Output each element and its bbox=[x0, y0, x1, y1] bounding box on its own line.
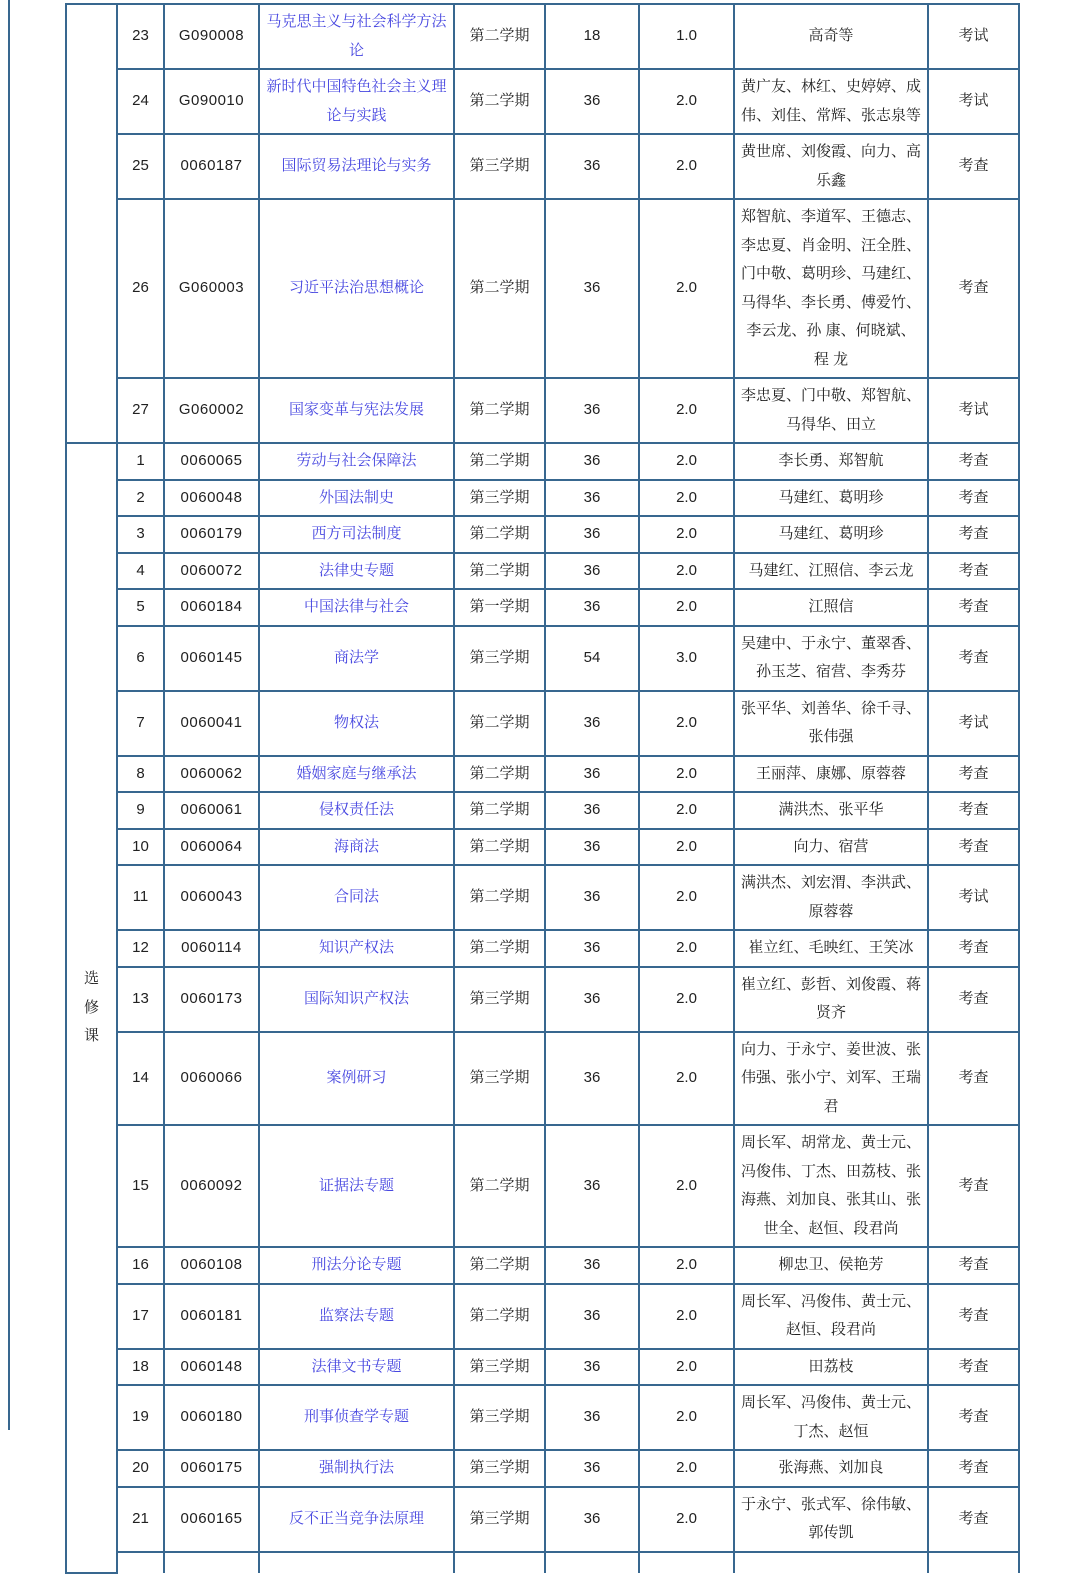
teachers-cell: 周长军、冯俊伟、黄士元、丁杰、赵恒 bbox=[734, 1385, 928, 1450]
course-name-link[interactable]: 案例研习 bbox=[259, 1032, 454, 1126]
exam-type-cell: 考查 bbox=[928, 626, 1019, 691]
teachers-cell: 郑智航、李道军、王德志、李忠夏、肖金明、汪全胜、门中敬、葛明珍、马建红、马得华、李长勇、傅爱竹、李云龙、孙 康、何晓斌、程 龙 bbox=[734, 199, 928, 378]
table-row bbox=[66, 378, 1019, 443]
hours-cell: 54 bbox=[545, 626, 639, 691]
exam-type-cell: 考查 bbox=[928, 930, 1019, 967]
row-number-cell: 18 bbox=[117, 1349, 164, 1386]
hours-cell: 36 bbox=[545, 589, 639, 626]
course-name-link[interactable]: 国际知识产权法 bbox=[259, 967, 454, 1032]
teachers-cell: 向力、宿营 bbox=[734, 829, 928, 866]
credits-cell: 2.0 bbox=[639, 1032, 734, 1126]
table-row bbox=[66, 1349, 1019, 1386]
course-code-cell: G090008 bbox=[164, 4, 259, 69]
semester-cell: 第二学期 bbox=[454, 865, 545, 930]
row-number-cell: 11 bbox=[117, 865, 164, 930]
hours-cell: 36 bbox=[545, 865, 639, 930]
hours-cell: 36 bbox=[545, 691, 639, 756]
hours-cell: 36 bbox=[545, 1032, 639, 1126]
course-code-cell: 0060041 bbox=[164, 691, 259, 756]
row-number-cell: 17 bbox=[117, 1284, 164, 1349]
outer-table-left-border bbox=[8, 0, 10, 1430]
exam-type-cell: 考查 bbox=[928, 756, 1019, 793]
semester-cell: 第三学期 bbox=[454, 1487, 545, 1552]
row-number-cell: 4 bbox=[117, 553, 164, 590]
credits-cell: 2.0 bbox=[639, 553, 734, 590]
row-number-cell: 23 bbox=[117, 4, 164, 69]
course-code-cell: 0060181 bbox=[164, 1284, 259, 1349]
exam-type-cell: 考查 bbox=[928, 829, 1019, 866]
category-cell: 选 修 课 bbox=[66, 443, 117, 1573]
exam-type-cell: 考试 bbox=[928, 4, 1019, 69]
course-code-cell: 0060165 bbox=[164, 1487, 259, 1552]
course-name-link[interactable]: 知识产权法 bbox=[259, 930, 454, 967]
row-number-cell: 12 bbox=[117, 930, 164, 967]
teachers-cell: 柳忠卫、侯艳芳 bbox=[734, 1247, 928, 1284]
course-code-cell: 0060072 bbox=[164, 553, 259, 590]
course-code-cell: 0060043 bbox=[164, 865, 259, 930]
course-name-link[interactable]: 新时代中国特色社会主义理论与实践 bbox=[259, 69, 454, 134]
course-code-cell: 0060187 bbox=[164, 134, 259, 199]
exam-type-cell: 考试 bbox=[928, 378, 1019, 443]
course-name-link[interactable]: 中国法律与社会 bbox=[259, 589, 454, 626]
semester-cell: 第三学期 bbox=[454, 1349, 545, 1386]
course-code-cell: G060002 bbox=[164, 378, 259, 443]
exam-type-cell: 考查 bbox=[928, 1284, 1019, 1349]
teachers-cell: 满洪杰、刘宏渭、李洪武、原蓉蓉 bbox=[734, 865, 928, 930]
semester-cell: 第二学期 bbox=[454, 553, 545, 590]
hours-cell: 36 bbox=[545, 967, 639, 1032]
credits-cell: 2.0 bbox=[639, 1450, 734, 1487]
credits-cell: 2.0 bbox=[639, 829, 734, 866]
course-code-cell: 0060048 bbox=[164, 480, 259, 517]
course-name-link[interactable]: 海商法 bbox=[259, 829, 454, 866]
table-row bbox=[66, 1247, 1019, 1284]
credits-cell: 2.0 bbox=[639, 443, 734, 480]
semester-cell: 第三学期 bbox=[454, 967, 545, 1032]
course-code-cell: 0060066 bbox=[164, 1032, 259, 1126]
semester-cell: 第二学期 bbox=[454, 199, 545, 378]
exam-type-cell: 考查 bbox=[928, 967, 1019, 1032]
exam-type-cell: 考试 bbox=[928, 691, 1019, 756]
table-row bbox=[66, 865, 1019, 930]
semester-cell: 第三学期 bbox=[454, 626, 545, 691]
row-number-cell: 19 bbox=[117, 1385, 164, 1450]
course-name-link[interactable]: 监察法专题 bbox=[259, 1284, 454, 1349]
credits-cell: 1.0 bbox=[639, 4, 734, 69]
table-row bbox=[66, 626, 1019, 691]
exam-type-cell: 考查 bbox=[928, 1125, 1019, 1247]
semester-cell: 第三学期 bbox=[454, 1032, 545, 1126]
teachers-cell bbox=[734, 1552, 928, 1573]
course-code-cell: 0060184 bbox=[164, 589, 259, 626]
course-code-cell: 0060064 bbox=[164, 829, 259, 866]
course-name-link[interactable]: 马克思主义与社会科学方法论 bbox=[259, 4, 454, 69]
course-name-link[interactable]: 反不正当竞争法原理 bbox=[259, 1487, 454, 1552]
hours-cell: 36 bbox=[545, 930, 639, 967]
hours-cell: 36 bbox=[545, 1349, 639, 1386]
course-name-link[interactable]: 国家变革与宪法发展 bbox=[259, 378, 454, 443]
teachers-cell: 于永宁、张式军、徐伟敏、郭传凯 bbox=[734, 1487, 928, 1552]
course-name-link[interactable]: 刑法分论专题 bbox=[259, 1247, 454, 1284]
credits-cell: 2.0 bbox=[639, 378, 734, 443]
semester-cell: 第三学期 bbox=[454, 1450, 545, 1487]
table-row bbox=[66, 199, 1019, 378]
credits-cell: 2.0 bbox=[639, 792, 734, 829]
table-row bbox=[66, 443, 1019, 480]
category-cell bbox=[66, 4, 117, 443]
semester-cell: 第一学期 bbox=[454, 589, 545, 626]
exam-type-cell: 考查 bbox=[928, 516, 1019, 553]
course-name-link[interactable]: 西方司法制度 bbox=[259, 516, 454, 553]
table-row bbox=[66, 1032, 1019, 1126]
row-number-cell: 14 bbox=[117, 1032, 164, 1126]
course-code-cell bbox=[164, 1552, 259, 1573]
credits-cell: 2.0 bbox=[639, 865, 734, 930]
course-code-cell: 0060179 bbox=[164, 516, 259, 553]
credits-cell: 2.0 bbox=[639, 134, 734, 199]
course-code-cell: 0060108 bbox=[164, 1247, 259, 1284]
row-number-cell: 16 bbox=[117, 1247, 164, 1284]
course-name-link[interactable]: 国际贸易法理论与实务 bbox=[259, 134, 454, 199]
hours-cell: 36 bbox=[545, 792, 639, 829]
hours-cell: 36 bbox=[545, 1385, 639, 1450]
semester-cell: 第二学期 bbox=[454, 69, 545, 134]
hours-cell: 36 bbox=[545, 1450, 639, 1487]
semester-cell: 第二学期 bbox=[454, 1125, 545, 1247]
row-number-cell: 20 bbox=[117, 1450, 164, 1487]
table-row bbox=[66, 1385, 1019, 1450]
hours-cell: 36 bbox=[545, 134, 639, 199]
row-number-cell: 3 bbox=[117, 516, 164, 553]
table-row bbox=[66, 756, 1019, 793]
teachers-cell: 向力、于永宁、姜世波、张伟强、张小宁、刘军、王瑞君 bbox=[734, 1032, 928, 1126]
hours-cell: 18 bbox=[545, 4, 639, 69]
exam-type-cell: 考查 bbox=[928, 1385, 1019, 1450]
credits-cell: 3.0 bbox=[639, 626, 734, 691]
exam-type-cell: 考查 bbox=[928, 1450, 1019, 1487]
course-code-cell: 0060062 bbox=[164, 756, 259, 793]
credits-cell: 2.0 bbox=[639, 589, 734, 626]
row-number-cell: 1 bbox=[117, 443, 164, 480]
course-name-link[interactable]: 习近平法治思想概论 bbox=[259, 199, 454, 378]
table-row bbox=[66, 553, 1019, 590]
semester-cell: 第二学期 bbox=[454, 756, 545, 793]
table-row bbox=[66, 792, 1019, 829]
course-code-cell: 0060065 bbox=[164, 443, 259, 480]
course-code-cell: 0060145 bbox=[164, 626, 259, 691]
teachers-cell: 李长勇、郑智航 bbox=[734, 443, 928, 480]
row-number-cell: 6 bbox=[117, 626, 164, 691]
semester-cell: 第二学期 bbox=[454, 516, 545, 553]
hours-cell: 36 bbox=[545, 829, 639, 866]
row-number-cell: 13 bbox=[117, 967, 164, 1032]
hours-cell: 36 bbox=[545, 516, 639, 553]
row-number-cell: 27 bbox=[117, 378, 164, 443]
course-code-cell: 0060061 bbox=[164, 792, 259, 829]
exam-type-cell: 考查 bbox=[928, 443, 1019, 480]
credits-cell: 2.0 bbox=[639, 930, 734, 967]
teachers-cell: 李忠夏、门中敬、郑智航、马得华、田立 bbox=[734, 378, 928, 443]
course-table bbox=[65, 3, 1020, 1574]
credits-cell bbox=[639, 1552, 734, 1573]
exam-type-cell: 考查 bbox=[928, 792, 1019, 829]
table-row bbox=[66, 930, 1019, 967]
credits-cell: 2.0 bbox=[639, 516, 734, 553]
course-code-cell: 0060173 bbox=[164, 967, 259, 1032]
hours-cell: 36 bbox=[545, 199, 639, 378]
teachers-cell: 黄世席、刘俊霞、向力、高乐鑫 bbox=[734, 134, 928, 199]
teachers-cell: 马建红、江照信、李云龙 bbox=[734, 553, 928, 590]
hours-cell bbox=[545, 1552, 639, 1573]
credits-cell: 2.0 bbox=[639, 199, 734, 378]
table-row bbox=[66, 1284, 1019, 1349]
row-number-cell: 25 bbox=[117, 134, 164, 199]
course-name-link[interactable]: 侵权责任法 bbox=[259, 792, 454, 829]
course-name-link[interactable]: 刑事侦查学专题 bbox=[259, 1385, 454, 1450]
row-number-cell: 21 bbox=[117, 1487, 164, 1552]
hours-cell: 36 bbox=[545, 378, 639, 443]
teachers-cell: 高奇等 bbox=[734, 4, 928, 69]
row-number-cell: 9 bbox=[117, 792, 164, 829]
row-number-cell: 26 bbox=[117, 199, 164, 378]
course-code-cell: 0060148 bbox=[164, 1349, 259, 1386]
row-number-cell: 10 bbox=[117, 829, 164, 866]
credits-cell: 2.0 bbox=[639, 691, 734, 756]
hours-cell: 36 bbox=[545, 756, 639, 793]
row-number-cell: 5 bbox=[117, 589, 164, 626]
row-number-cell bbox=[117, 1552, 164, 1573]
course-code-cell: 0060114 bbox=[164, 930, 259, 967]
course-name-link[interactable]: 法律文书专题 bbox=[259, 1349, 454, 1386]
teachers-cell: 黄广友、林红、史婷婷、成伟、刘佳、常辉、张志泉等 bbox=[734, 69, 928, 134]
course-name-link[interactable]: 物权法 bbox=[259, 691, 454, 756]
course-code-cell: 0060175 bbox=[164, 1450, 259, 1487]
table-row bbox=[66, 829, 1019, 866]
teachers-cell: 吴建中、于永宁、董翠香、孙玉芝、宿营、李秀芬 bbox=[734, 626, 928, 691]
course-name-link[interactable]: 强制执行法 bbox=[259, 1450, 454, 1487]
table-row bbox=[66, 516, 1019, 553]
semester-cell: 第三学期 bbox=[454, 134, 545, 199]
credits-cell: 2.0 bbox=[639, 967, 734, 1032]
course-code-cell: G090010 bbox=[164, 69, 259, 134]
table-row bbox=[66, 691, 1019, 756]
semester-cell: 第二学期 bbox=[454, 930, 545, 967]
course-name-link bbox=[259, 1552, 454, 1573]
row-number-cell: 2 bbox=[117, 480, 164, 517]
credits-cell: 2.0 bbox=[639, 1487, 734, 1552]
exam-type-cell: 考查 bbox=[928, 134, 1019, 199]
semester-cell bbox=[454, 1552, 545, 1573]
credits-cell: 2.0 bbox=[639, 1284, 734, 1349]
exam-type-cell: 考试 bbox=[928, 69, 1019, 134]
exam-type-cell: 考查 bbox=[928, 1247, 1019, 1284]
semester-cell: 第二学期 bbox=[454, 1247, 545, 1284]
teachers-cell: 崔立红、彭哲、刘俊霞、蒋贤齐 bbox=[734, 967, 928, 1032]
hours-cell: 36 bbox=[545, 443, 639, 480]
exam-type-cell: 考查 bbox=[928, 199, 1019, 378]
hours-cell: 36 bbox=[545, 1125, 639, 1247]
credits-cell: 2.0 bbox=[639, 480, 734, 517]
teachers-cell: 满洪杰、张平华 bbox=[734, 792, 928, 829]
table-row-partial bbox=[66, 1552, 1019, 1573]
course-table-container bbox=[65, 3, 1020, 1574]
course-code-cell: 0060092 bbox=[164, 1125, 259, 1247]
credits-cell: 2.0 bbox=[639, 1385, 734, 1450]
table-row bbox=[66, 1125, 1019, 1247]
course-code-cell: 0060180 bbox=[164, 1385, 259, 1450]
course-code-cell: G060003 bbox=[164, 199, 259, 378]
teachers-cell: 崔立红、毛映红、王笑冰 bbox=[734, 930, 928, 967]
exam-type-cell: 考查 bbox=[928, 480, 1019, 517]
semester-cell: 第二学期 bbox=[454, 4, 545, 69]
course-name-link[interactable]: 合同法 bbox=[259, 865, 454, 930]
hours-cell: 36 bbox=[545, 1487, 639, 1552]
row-number-cell: 24 bbox=[117, 69, 164, 134]
teachers-cell: 周长军、冯俊伟、黄士元、赵恒、段君尚 bbox=[734, 1284, 928, 1349]
row-number-cell: 7 bbox=[117, 691, 164, 756]
semester-cell: 第三学期 bbox=[454, 480, 545, 517]
course-name-link[interactable]: 法律史专题 bbox=[259, 553, 454, 590]
table-row bbox=[66, 134, 1019, 199]
hours-cell: 36 bbox=[545, 480, 639, 517]
table-row bbox=[66, 69, 1019, 134]
table-row bbox=[66, 480, 1019, 517]
credits-cell: 2.0 bbox=[639, 756, 734, 793]
course-name-link[interactable]: 婚姻家庭与继承法 bbox=[259, 756, 454, 793]
teachers-cell: 田荔枝 bbox=[734, 1349, 928, 1386]
semester-cell: 第二学期 bbox=[454, 1284, 545, 1349]
exam-type-cell: 考查 bbox=[928, 589, 1019, 626]
teachers-cell: 马建红、葛明珍 bbox=[734, 480, 928, 517]
hours-cell: 36 bbox=[545, 553, 639, 590]
row-number-cell: 15 bbox=[117, 1125, 164, 1247]
table-row bbox=[66, 589, 1019, 626]
teachers-cell: 王丽萍、康娜、原蓉蓉 bbox=[734, 756, 928, 793]
exam-type-cell: 考查 bbox=[928, 553, 1019, 590]
teachers-cell: 马建红、葛明珍 bbox=[734, 516, 928, 553]
table-row bbox=[66, 4, 1019, 69]
credits-cell: 2.0 bbox=[639, 69, 734, 134]
course-name-link[interactable]: 外国法制史 bbox=[259, 480, 454, 517]
credits-cell: 2.0 bbox=[639, 1247, 734, 1284]
exam-type-cell: 考查 bbox=[928, 1349, 1019, 1386]
teachers-cell: 周长军、胡常龙、黄士元、冯俊伟、丁杰、田荔枝、张海燕、刘加良、张其山、张世全、赵恒、段君尚 bbox=[734, 1125, 928, 1247]
semester-cell: 第三学期 bbox=[454, 1385, 545, 1450]
semester-cell: 第二学期 bbox=[454, 378, 545, 443]
credits-cell: 2.0 bbox=[639, 1125, 734, 1247]
teachers-cell: 张平华、刘善华、徐千寻、张伟强 bbox=[734, 691, 928, 756]
exam-type-cell: 考查 bbox=[928, 1487, 1019, 1552]
exam-type-cell: 考试 bbox=[928, 865, 1019, 930]
semester-cell: 第二学期 bbox=[454, 829, 545, 866]
row-number-cell: 8 bbox=[117, 756, 164, 793]
semester-cell: 第二学期 bbox=[454, 792, 545, 829]
table-row bbox=[66, 967, 1019, 1032]
teachers-cell: 江照信 bbox=[734, 589, 928, 626]
course-name-link[interactable]: 商法学 bbox=[259, 626, 454, 691]
course-name-link[interactable]: 证据法专题 bbox=[259, 1125, 454, 1247]
hours-cell: 36 bbox=[545, 1284, 639, 1349]
table-row bbox=[66, 1487, 1019, 1552]
exam-type-cell bbox=[928, 1552, 1019, 1573]
course-name-link[interactable]: 劳动与社会保障法 bbox=[259, 443, 454, 480]
teachers-cell: 张海燕、刘加良 bbox=[734, 1450, 928, 1487]
semester-cell: 第二学期 bbox=[454, 691, 545, 756]
hours-cell: 36 bbox=[545, 1247, 639, 1284]
semester-cell: 第二学期 bbox=[454, 443, 545, 480]
hours-cell: 36 bbox=[545, 69, 639, 134]
table-row bbox=[66, 1450, 1019, 1487]
exam-type-cell: 考查 bbox=[928, 1032, 1019, 1126]
credits-cell: 2.0 bbox=[639, 1349, 734, 1386]
